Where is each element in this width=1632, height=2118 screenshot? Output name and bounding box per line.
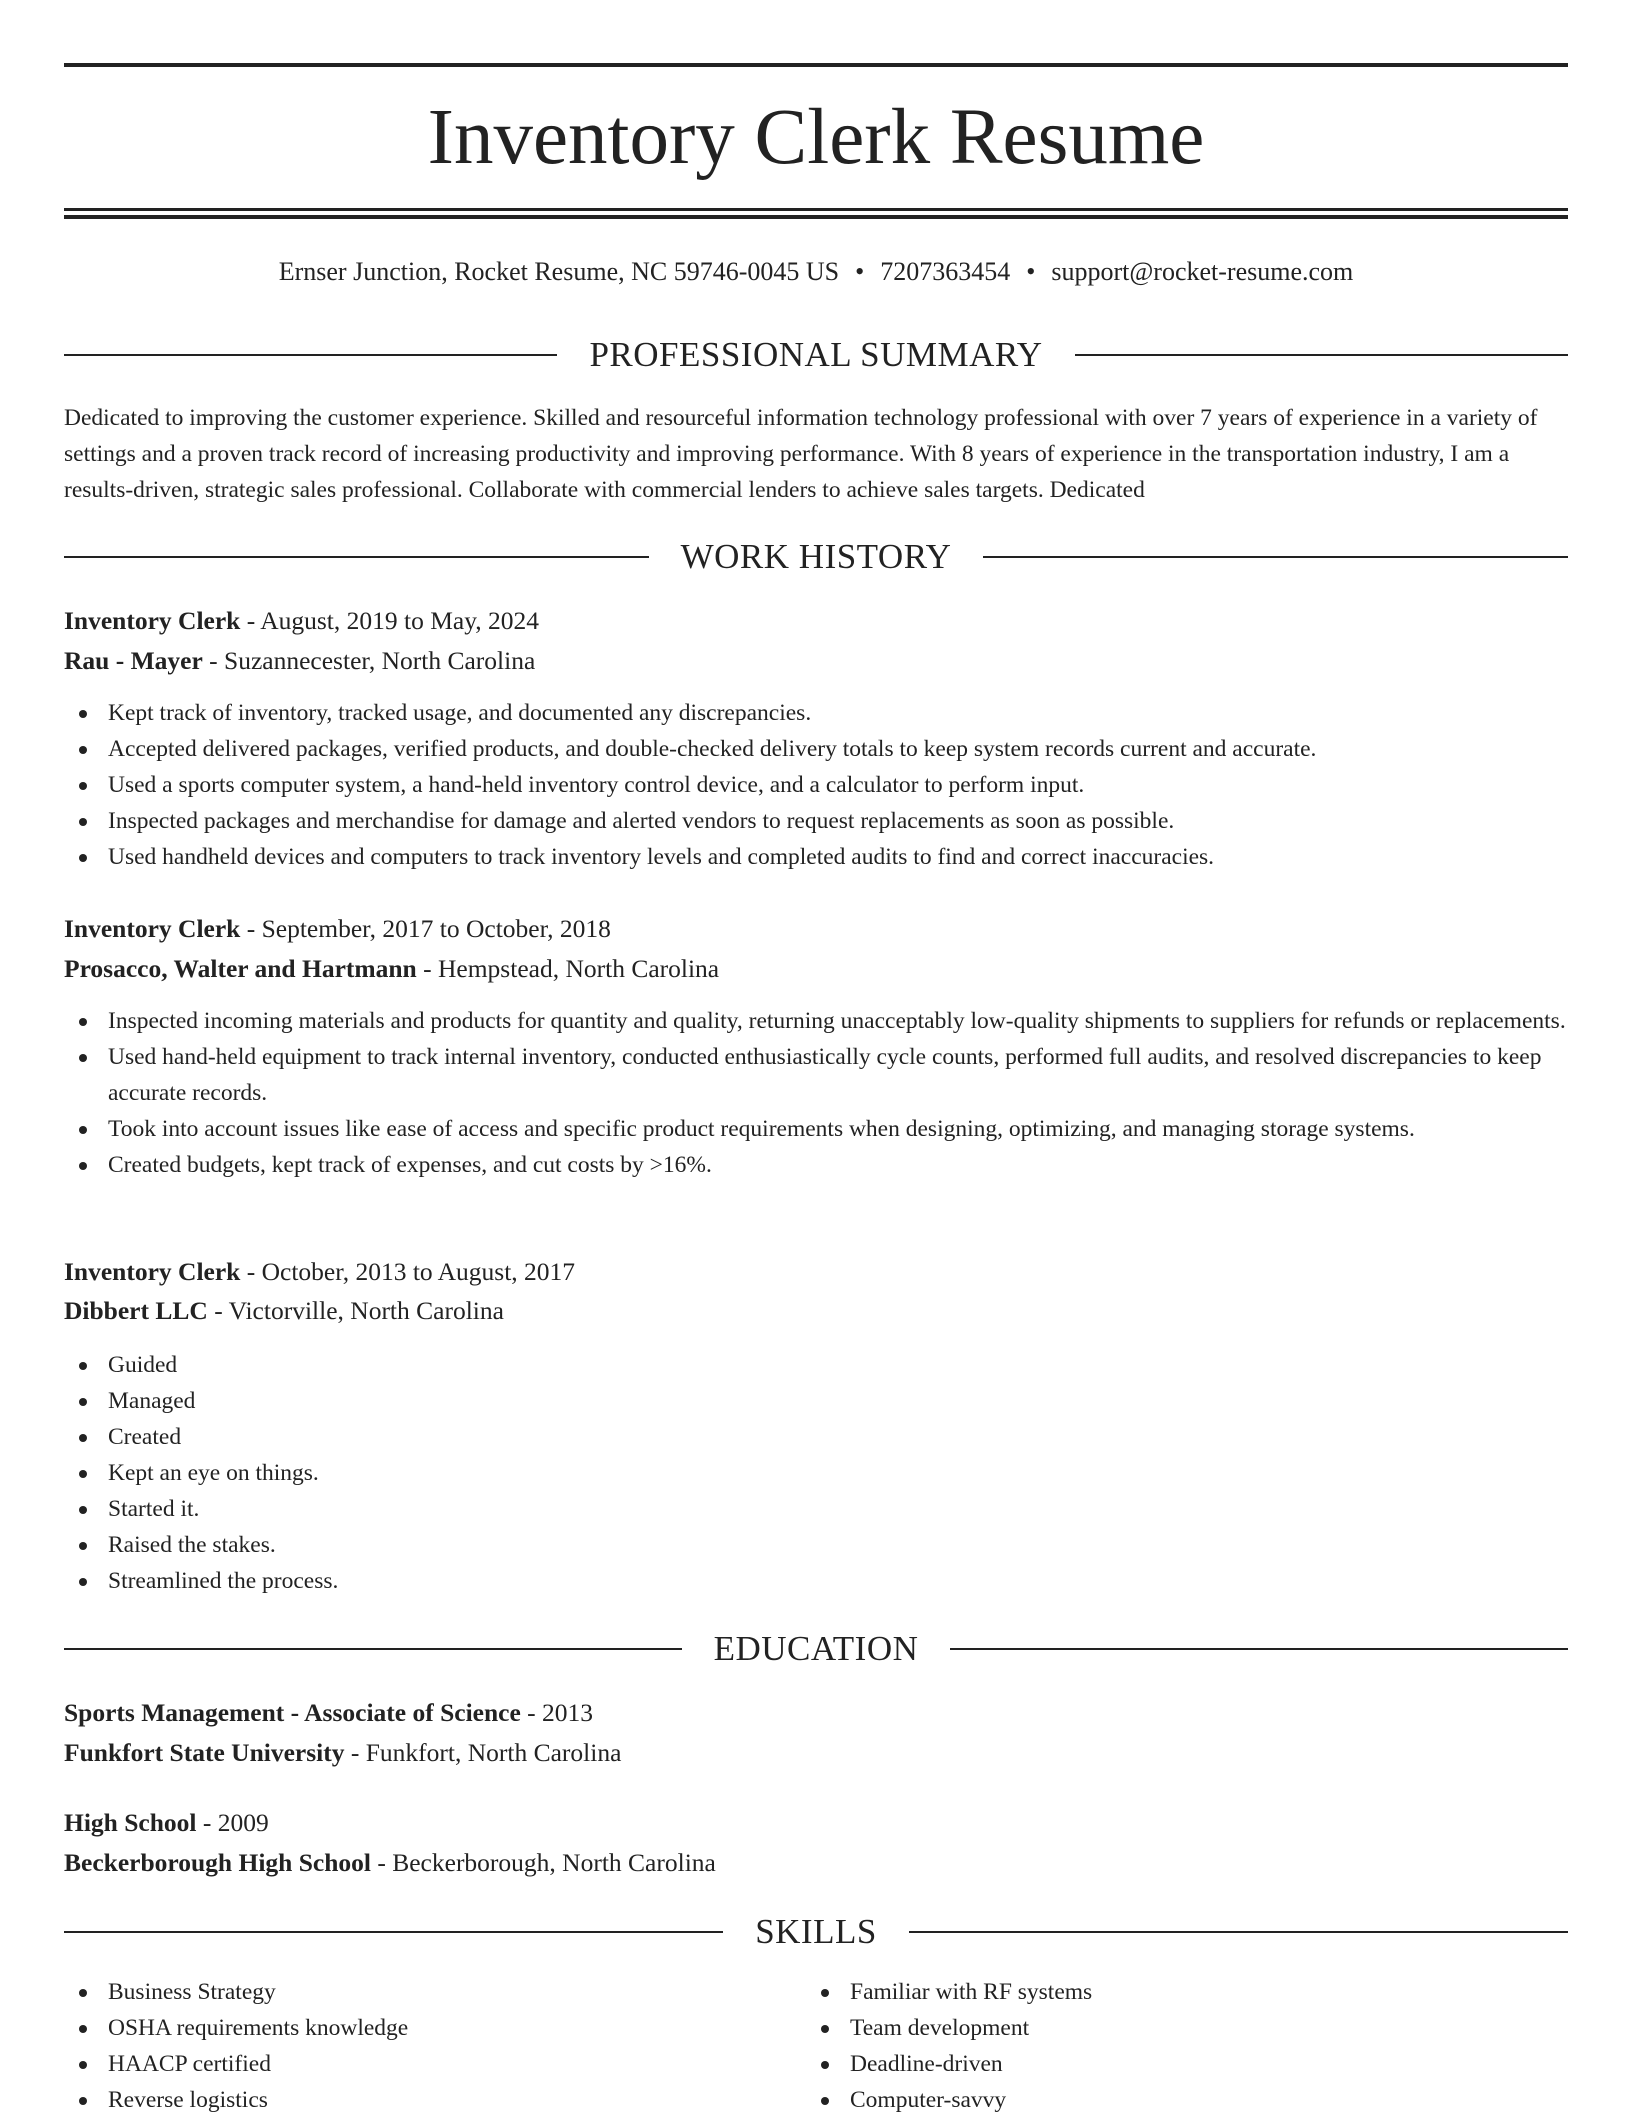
list-item: Managed xyxy=(64,1383,1568,1419)
skill-item: HAACP certified xyxy=(64,2046,1568,2082)
education-degree: Sports Management - Associate of Science xyxy=(64,1698,521,1727)
skill-item: Familiar with RF systems xyxy=(806,1974,1632,2010)
heading-rule-right xyxy=(983,556,1568,558)
section-heading-education xyxy=(64,1627,1568,1671)
job-company-line xyxy=(64,643,1568,679)
job-bullets xyxy=(64,695,1568,875)
job-title: Inventory Clerk xyxy=(64,606,241,635)
top-rule xyxy=(64,63,1568,67)
contact-separator: • xyxy=(1026,257,1036,286)
job-bullets xyxy=(64,1003,1568,1183)
education-degree-line xyxy=(64,1695,1568,1731)
resume-title: Inventory Clerk Resume xyxy=(427,94,1205,181)
education-school: Beckerborough High School xyxy=(64,1848,371,1877)
education-degree: High School xyxy=(64,1808,197,1837)
list-item: Took into account issues like ease of access and specific product requirements when designing, optimizing, and managing storage systems. xyxy=(64,1111,1568,1147)
education-year: - 2009 xyxy=(196,1808,269,1837)
education-degree-line xyxy=(64,1805,1568,1841)
heading-rule-right xyxy=(909,1931,1568,1933)
education-year: - 2013 xyxy=(520,1698,594,1727)
job-dates: - October, 2013 to August, 2017 xyxy=(240,1257,576,1286)
job-title-line xyxy=(64,603,1568,639)
education-school-line xyxy=(64,1845,1568,1881)
list-item: Created xyxy=(64,1419,1568,1455)
contact-line xyxy=(64,254,1568,290)
list-item: Started it. xyxy=(64,1491,1568,1527)
list-item: Raised the stakes. xyxy=(64,1527,1568,1563)
list-item: Used handheld devices and computers to track inventory levels and completed audits to find and correct inaccuracies. xyxy=(64,839,1568,875)
title-rule-lower xyxy=(64,215,1568,219)
job-location: - Victorville, North Carolina xyxy=(207,1296,504,1325)
list-item: Accepted delivered packages, verified products, and double-checked delivery totals to keep system records current and accurate. xyxy=(64,731,1568,767)
section-heading-work xyxy=(64,535,1568,579)
section-heading-skills xyxy=(64,1910,1568,1954)
section-title-education: EDUCATION xyxy=(713,1629,919,1668)
job-title: Inventory Clerk xyxy=(64,914,241,943)
job-title: Inventory Clerk xyxy=(64,1257,241,1286)
skill-item: Computer-savvy xyxy=(806,2082,1632,2118)
list-item: Used hand-held equipment to track internal inventory, conducted enthusiastically cycle counts, performed full audits, and resolved discrepancies to keep accurate records. xyxy=(64,1039,1568,1111)
section-heading-summary xyxy=(64,333,1568,377)
contact-separator: • xyxy=(855,257,865,286)
education-location: - Funkfort, North Carolina xyxy=(344,1738,622,1767)
list-item: Inspected incoming materials and products for quantity and quality, returning unacceptably low-quality shipments to suppliers for refunds or replacements. xyxy=(64,1003,1568,1039)
section-title-summary: PROFESSIONAL SUMMARY xyxy=(589,335,1043,374)
list-item: Kept track of inventory, tracked usage, and documented any discrepancies. xyxy=(64,695,1568,731)
list-item: Streamlined the process. xyxy=(64,1563,1568,1599)
job-company-line xyxy=(64,951,1568,987)
heading-rule-left xyxy=(64,1931,723,1933)
skill-item: OSHA requirements knowledge xyxy=(64,2010,1568,2046)
skill-item: Deadline-driven xyxy=(806,2046,1632,2082)
section-title-skills: SKILLS xyxy=(755,1912,877,1951)
heading-rule-left xyxy=(64,1648,682,1650)
job-bullets xyxy=(64,1347,1568,1599)
job-dates: - August, 2019 to May, 2024 xyxy=(240,606,540,635)
contact-phone: 7207363454 xyxy=(880,257,1011,286)
education-school: Funkfort State University xyxy=(64,1738,345,1767)
skills-list-right xyxy=(806,1974,1632,2118)
heading-rule-left xyxy=(64,556,649,558)
list-item: Used a sports computer system, a hand-held inventory control device, and a calculator to perform input. xyxy=(64,767,1568,803)
list-item: Kept an eye on things. xyxy=(64,1455,1568,1491)
heading-rule-right xyxy=(950,1648,1568,1650)
skill-item: Reverse logistics xyxy=(64,2082,1568,2118)
education-location: - Beckerborough, North Carolina xyxy=(370,1848,716,1877)
job-location: - Suzannecester, North Carolina xyxy=(202,646,536,675)
job-location: - Hempstead, North Carolina xyxy=(416,954,720,983)
list-item: Guided xyxy=(64,1347,1568,1383)
title-rule-upper xyxy=(64,208,1568,211)
job-title-line xyxy=(64,911,1568,947)
job-dates: - September, 2017 to October, 2018 xyxy=(240,914,611,943)
summary-text: Dedicated to improving the customer experience. Skilled and resourceful information technology professional with over 7 years of experience in a variety of settings and a proven track record of increasing productivity and improving performance. With 8 years of experience in the transportation industry, I am a results-driven, strategic sales professional. Collaborate with commercial lenders to achieve sales targets. Dedicated xyxy=(64,405,1538,503)
job-company: Rau - Mayer xyxy=(64,646,203,675)
contact-email: support@rocket-resume.com xyxy=(1051,257,1354,286)
education-school-line xyxy=(64,1735,1568,1771)
job-company: Prosacco, Walter and Hartmann xyxy=(64,954,417,983)
job-company: Dibbert LLC xyxy=(64,1296,208,1325)
skill-item: Team development xyxy=(806,2010,1632,2046)
contact-address: Ernser Junction, Rocket Resume, NC 59746-0045 US xyxy=(278,257,840,286)
skill-item: Business Strategy xyxy=(64,1974,1568,2010)
job-company-line xyxy=(64,1293,1568,1329)
job-title-line xyxy=(64,1254,1568,1290)
list-item: Inspected packages and merchandise for damage and alerted vendors to request replacements as soon as possible. xyxy=(64,803,1568,839)
heading-rule-right xyxy=(1075,354,1568,356)
heading-rule-left xyxy=(64,354,557,356)
list-item: Created budgets, kept track of expenses, and cut costs by >16%. xyxy=(64,1147,1568,1183)
section-title-work: WORK HISTORY xyxy=(680,537,952,576)
